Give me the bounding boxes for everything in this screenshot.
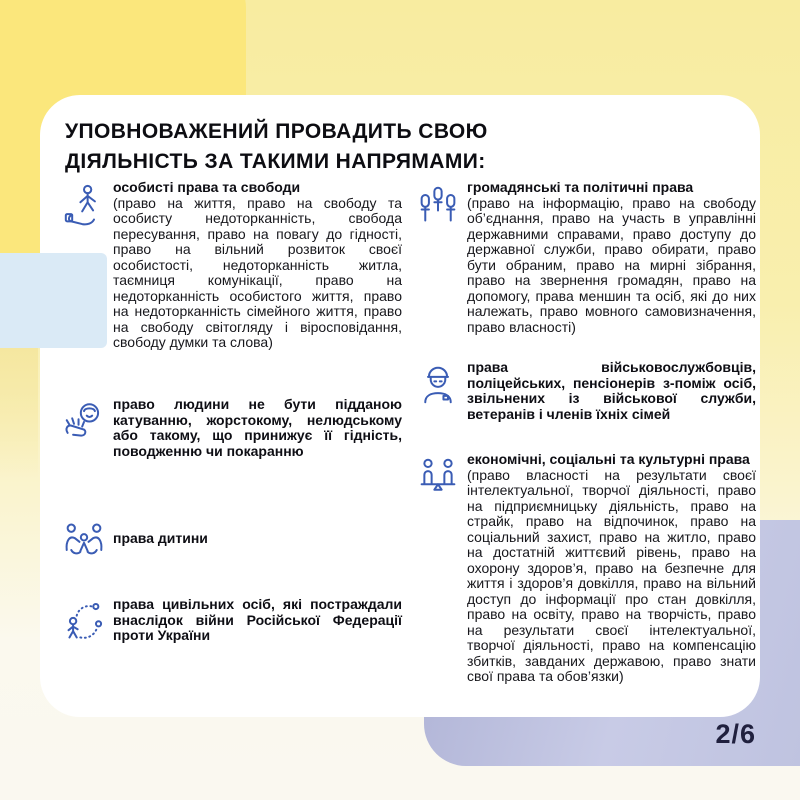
person-dotted-path-icon (64, 599, 104, 645)
rights-item-military (418, 360, 756, 422)
page-title-line2: ДІЯЛЬНІСТЬ ЗА ТАКИМИ НАПРЯМАМИ: (65, 150, 486, 173)
item-body: (право на інформацію, право на свободу об’єднання, право на участь в управлінні державними справами, право доступу до державної служби, право обирати, право бути обраним, право на мирні зібрання, право на звернення громадян, право на допомогу, права меншин та осіб, які до них належать, право мовного самовизначення, право власності) (467, 194, 756, 335)
item-title: особисті права та свободи (113, 179, 301, 195)
page-title (65, 117, 625, 177)
family-with-child-icon (64, 517, 104, 563)
item-body: (право на життя, право на свободу та особисту недоторканність, свобода пересування, право на повагу до гідності, право на вільний розвиток своєї особистості, недоторканність житла, таємниця комунікації, право на недоторканність особистого життя, право на недоторканність сімейного життя, право на свободу світогляду і віросповідання, свободу думки та слова) (113, 194, 402, 350)
rights-item-civil-political (418, 180, 756, 335)
rights-item-economic (418, 452, 756, 685)
two-people-balance-icon (418, 454, 458, 500)
rights-item-children (64, 515, 402, 563)
soldier-icon (418, 362, 458, 408)
rights-item-no-torture (64, 397, 402, 459)
item-title: громадянські та політичні права (467, 179, 694, 195)
page-title-line1: УПОВНОВАЖЕНИЙ ПРОВАДИТЬ СВОЮ (65, 120, 488, 143)
page-indicator: 2/6 (715, 719, 756, 749)
raised-hands-icon (418, 182, 458, 228)
item-title: права військовослужбовців, поліцейських, пенсіонерів з-поміж осіб, звільнених із військової служби, ветеранів і членів їхніх сімей (467, 359, 756, 422)
content-card (40, 95, 760, 717)
decor-yellow-strip (0, 348, 38, 478)
item-title: права дитини (113, 530, 208, 547)
item-title: економічні, соціальні та культурні права (467, 451, 750, 467)
decor-blue-block (0, 253, 107, 348)
item-title: права цивільних осіб, які постраждали внаслідок війни Російської Федерації проти України (113, 596, 402, 643)
rights-item-personal (64, 180, 402, 351)
palm-over-face-icon (64, 399, 104, 445)
rights-item-war-civilians (64, 597, 402, 645)
item-body: (право власності на результати своєї інтелектуальної, творчої діяльності, право на підприємницьку діяльність, право на страйк, право на відпочинок, право на соціальний захист, право на житло, право на достатній життєвий рівень, право на охорону здоров’я, право на безпечне для життя і здоров’я довкілля, право на вільний доступ до інформації про стан довкілля, право на освіту, право на творчість, право на результати своєї інтелектуальної, творчої діяльності, право на компенсацію збитків, завданих державою, право знати свої права та обов’язки) (467, 466, 756, 684)
item-title: право людини не бути підданою катуванню, жорстокому, нелюдському або такому, що принижує її гідність, поводженню чи покаранню (113, 396, 402, 459)
person-in-hand-icon (64, 182, 104, 228)
